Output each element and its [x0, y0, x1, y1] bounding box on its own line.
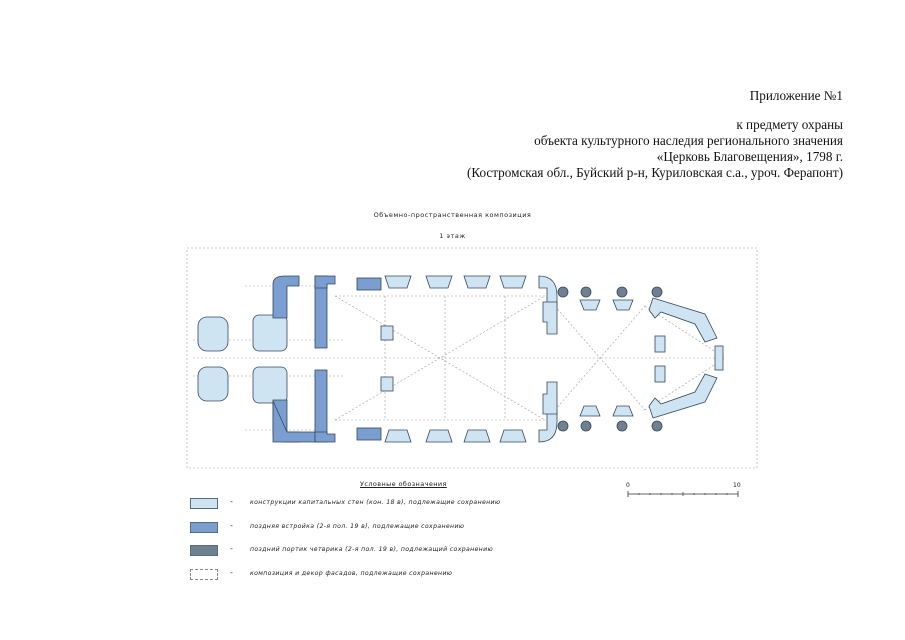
late-pier-s	[315, 370, 327, 442]
legend-text-capital-walls: конструкции капитальных стен (кон. 18 в), подлежащие сохранению	[250, 499, 501, 506]
porch-block-nw	[198, 317, 228, 351]
nave-wall-n-3	[464, 276, 490, 288]
appendix-number: Приложение №1	[749, 88, 843, 103]
legend-title: Условные обозначения	[360, 480, 447, 488]
interior-pier-1	[381, 326, 393, 340]
portico-column-n-3	[617, 287, 627, 297]
legend-dash: -	[230, 567, 233, 577]
legend-swatch-late-insert	[190, 522, 218, 533]
header-line-1: к предмету охраны	[736, 117, 843, 132]
legend-swatch-capital-walls	[190, 498, 218, 509]
east-block-n-2	[613, 300, 633, 310]
header-line-4: (Костромская обл., Буйский р-н, Куриловская с.а., уроч. Ферапонт)	[466, 165, 843, 180]
late-block-s	[357, 428, 381, 440]
legend-dash: -	[230, 520, 233, 530]
east-block-s-2	[613, 406, 633, 416]
apse-pier-1	[655, 336, 665, 352]
nave-wall-n-1	[385, 276, 411, 288]
east-block-s-1	[580, 406, 600, 416]
portico-column-n-4	[652, 287, 662, 297]
nave-wall-s-1	[385, 430, 411, 442]
portico-column-n-2	[581, 287, 591, 297]
legend-swatch-late-portico	[190, 545, 218, 556]
late-wall-nw	[273, 276, 299, 318]
portico-column-s-1	[558, 421, 568, 431]
nave-wall-n-2	[426, 276, 452, 288]
nave-wall-s-4	[500, 430, 526, 442]
scale-start-label: 0	[626, 482, 630, 489]
floor-caption: 1 этаж	[439, 232, 466, 240]
porch-block-s	[253, 367, 287, 403]
legend-swatch-facade-composition	[190, 569, 218, 580]
nave-wall-n-4	[500, 276, 526, 288]
appendix-header	[467, 88, 843, 181]
east-block-n-1	[580, 300, 600, 310]
portico-column-s-3	[617, 421, 627, 431]
porch-block-n	[253, 315, 287, 351]
apse-pier-3	[715, 346, 723, 370]
legend-text-late-portico: поздний портик четврика (2-я пол. 19 в), подлежащий сохранению	[250, 546, 493, 553]
nave-corner-se	[539, 410, 557, 442]
portico-column-s-2	[581, 421, 591, 431]
porch-block-sw	[198, 367, 228, 401]
apse-pier-2	[655, 366, 665, 382]
legend-dash: -	[230, 544, 233, 553]
east-wall-n	[543, 302, 557, 334]
late-block-n	[357, 278, 381, 290]
late-corner-s	[315, 432, 335, 442]
east-wall-s	[543, 382, 557, 414]
nave-wall-s-3	[464, 430, 490, 442]
header-line-2: объекта культурного наследия регионального значения	[534, 133, 843, 148]
legend-dash: -	[230, 497, 233, 506]
church-floor-plan	[185, 246, 760, 471]
header-line-3: «Церковь Благовещения», 1798 г.	[656, 149, 843, 164]
apse-wall-n	[649, 298, 717, 342]
portico-column-s-4	[652, 421, 662, 431]
nave-wall-s-2	[426, 430, 452, 442]
scale-ruler	[626, 490, 751, 504]
late-corner-n	[315, 276, 335, 288]
interior-pier-2	[381, 377, 393, 391]
scale-end-label: 10	[733, 482, 741, 489]
composition-caption: Объемно-пространственная композиция	[373, 211, 532, 219]
portico-column-n-1	[558, 287, 568, 297]
legend-text-late-insert: поздняя встройка (2-я пол. 19 в), подлежащие сохранению	[250, 522, 465, 530]
legend-text-facade-composition: композиция и декор фасадов, подлежащие сохранению	[250, 569, 453, 577]
